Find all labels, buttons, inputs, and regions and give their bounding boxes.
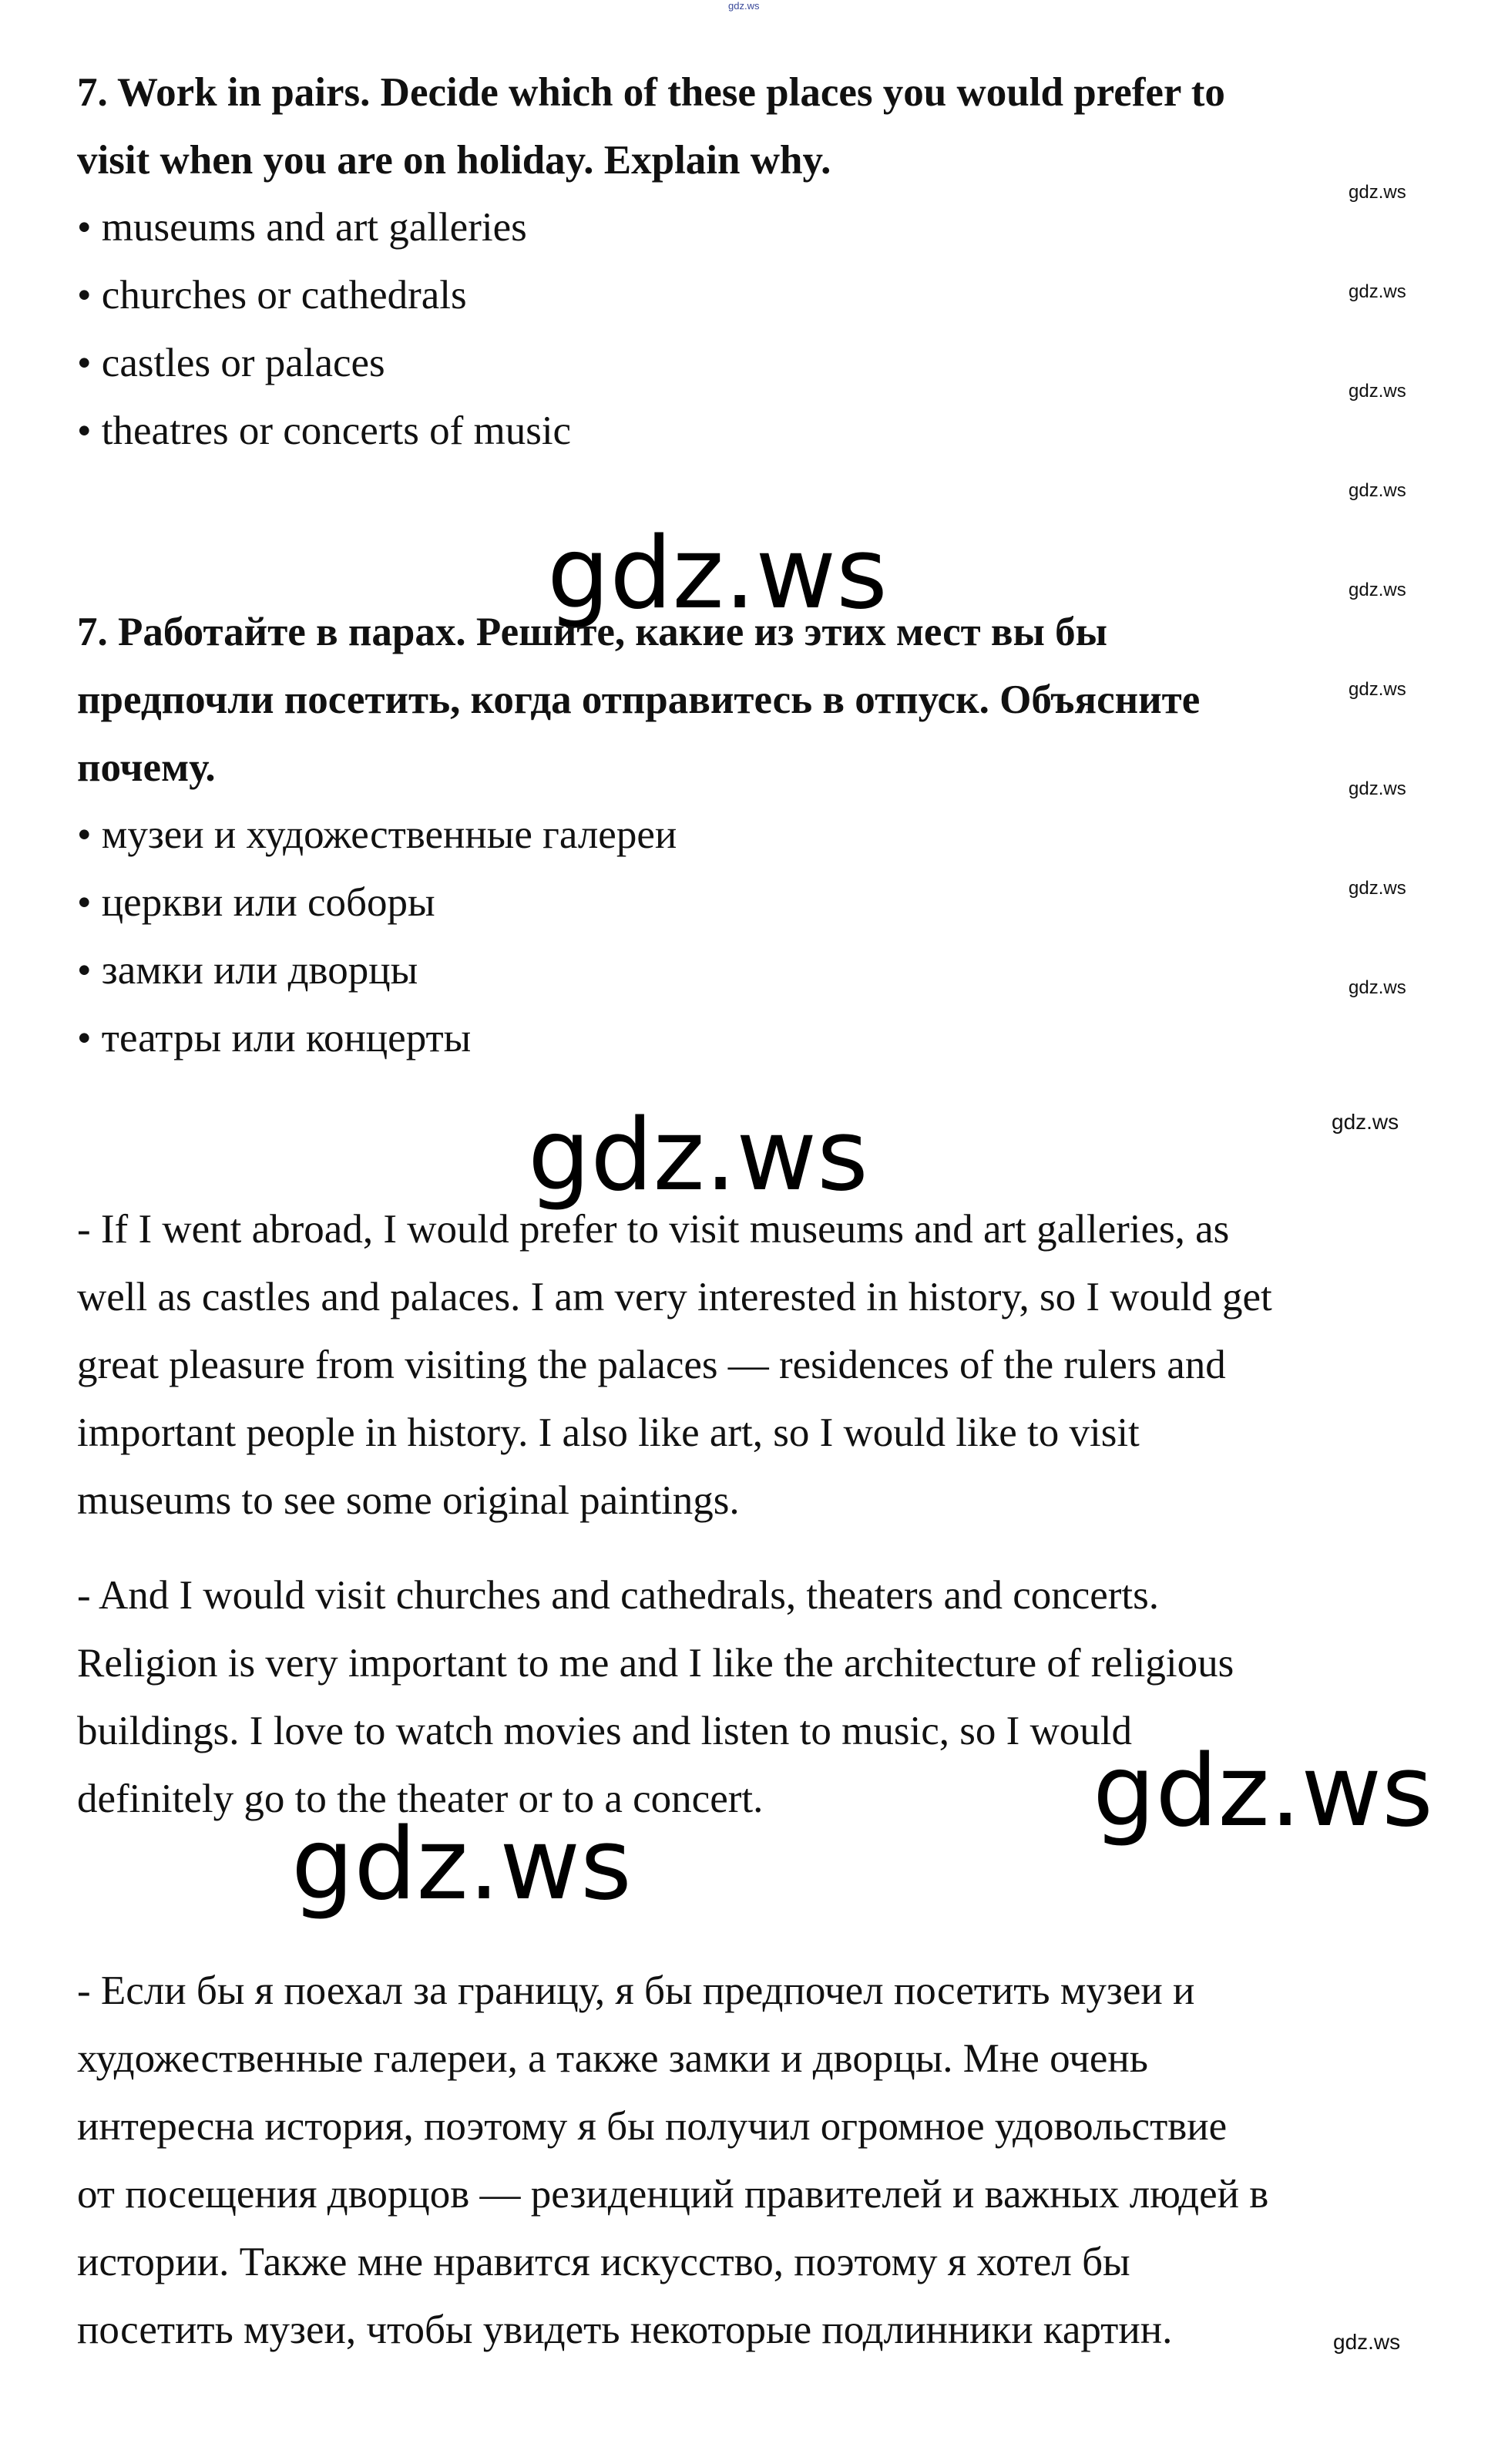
watermark-large: gdz.ws <box>291 1807 632 1922</box>
answer-ru-1-line: от посещения дворцов — резиденций правителей и важных людей в <box>77 2172 1269 2217</box>
task-ru-title-line-3: почему. <box>77 745 216 790</box>
answer-en-2-line: Religion is very important to me and I like the architecture of religious <box>77 1641 1234 1686</box>
answer-ru-1-line: истории. Также мне нравится искусство, поэтому я хотел бы <box>77 2240 1130 2284</box>
watermark-large: gdz.ws <box>1093 1734 1433 1849</box>
task-ru-item: • церкви или соборы <box>77 880 435 925</box>
task-en-title-line-2: visit when you are on holiday. Explain why. <box>77 138 831 183</box>
watermark-small: gdz.ws <box>1349 580 1406 600</box>
watermark-small: gdz.ws <box>1349 778 1406 799</box>
watermark-small: gdz.ws <box>1332 1110 1399 1134</box>
task-ru-item: • замки или дворцы <box>77 948 418 993</box>
watermark-large: gdz.ws <box>547 516 888 631</box>
answer-ru-1-line: художественные галереи, а также замки и дворцы. Мне очень <box>77 2036 1148 2081</box>
answer-ru-1-line: - Если бы я поехал за границу, я бы предпочел посетить музеи и <box>77 1968 1195 2013</box>
task-en-item: • churches or cathedrals <box>77 273 467 318</box>
top-watermark: gdz.ws <box>728 0 760 12</box>
task-en-title-line-1: 7. Work in pairs. Decide which of these places you would prefer to <box>77 70 1225 115</box>
task-en-item: • castles or palaces <box>77 341 385 385</box>
watermark-small: gdz.ws <box>1349 878 1406 899</box>
watermark-small: gdz.ws <box>1349 381 1406 402</box>
task-ru-title-line-1: 7. Работайте в парах. Решите, какие из этих мест вы бы <box>77 610 1108 654</box>
task-ru-item: • театры или концерты <box>77 1016 472 1061</box>
answer-ru-1-line: посетить музеи, чтобы увидеть некоторые подлинники картин. <box>77 2308 1173 2352</box>
answer-en-1-line: important people in history. I also like art, so I would like to visit <box>77 1410 1140 1455</box>
watermark-small: gdz.ws <box>1349 977 1406 998</box>
watermark-small: gdz.ws <box>1349 281 1406 302</box>
watermark-small: gdz.ws <box>1349 679 1406 700</box>
watermark-small: gdz.ws <box>1349 182 1406 203</box>
task-en-item: • museums and art galleries <box>77 205 527 250</box>
task-ru-title-line-2: предпочли посетить, когда отправитесь в отпуск. Объясните <box>77 677 1201 722</box>
answer-en-1-line: - If I went abroad, I would prefer to visit museums and art galleries, as <box>77 1207 1230 1252</box>
answer-ru-1-line: интересна история, поэтому я бы получил огромное удовольствие <box>77 2104 1228 2149</box>
answer-en-2-line: buildings. I love to watch movies and listen to music, so I would <box>77 1709 1133 1753</box>
task-en-item: • theatres or concerts of music <box>77 408 572 453</box>
watermark-small: gdz.ws <box>1349 480 1406 501</box>
answer-en-1-line: museums to see some original paintings. <box>77 1478 740 1523</box>
watermark-large: gdz.ws <box>528 1098 868 1213</box>
answer-en-2-line: definitely go to the theater or to a concert. <box>77 1777 764 1821</box>
answer-en-1-line: well as castles and palaces. I am very interested in history, so I would get <box>77 1275 1272 1319</box>
watermark-small: gdz.ws <box>1333 2330 1401 2354</box>
task-ru-item: • музеи и художественные галереи <box>77 812 677 857</box>
answer-en-1-line: great pleasure from visiting the palaces — residences of the rulers and <box>77 1343 1226 1387</box>
answer-en-2-line: - And I would visit churches and cathedrals, theaters and concerts. <box>77 1573 1160 1618</box>
